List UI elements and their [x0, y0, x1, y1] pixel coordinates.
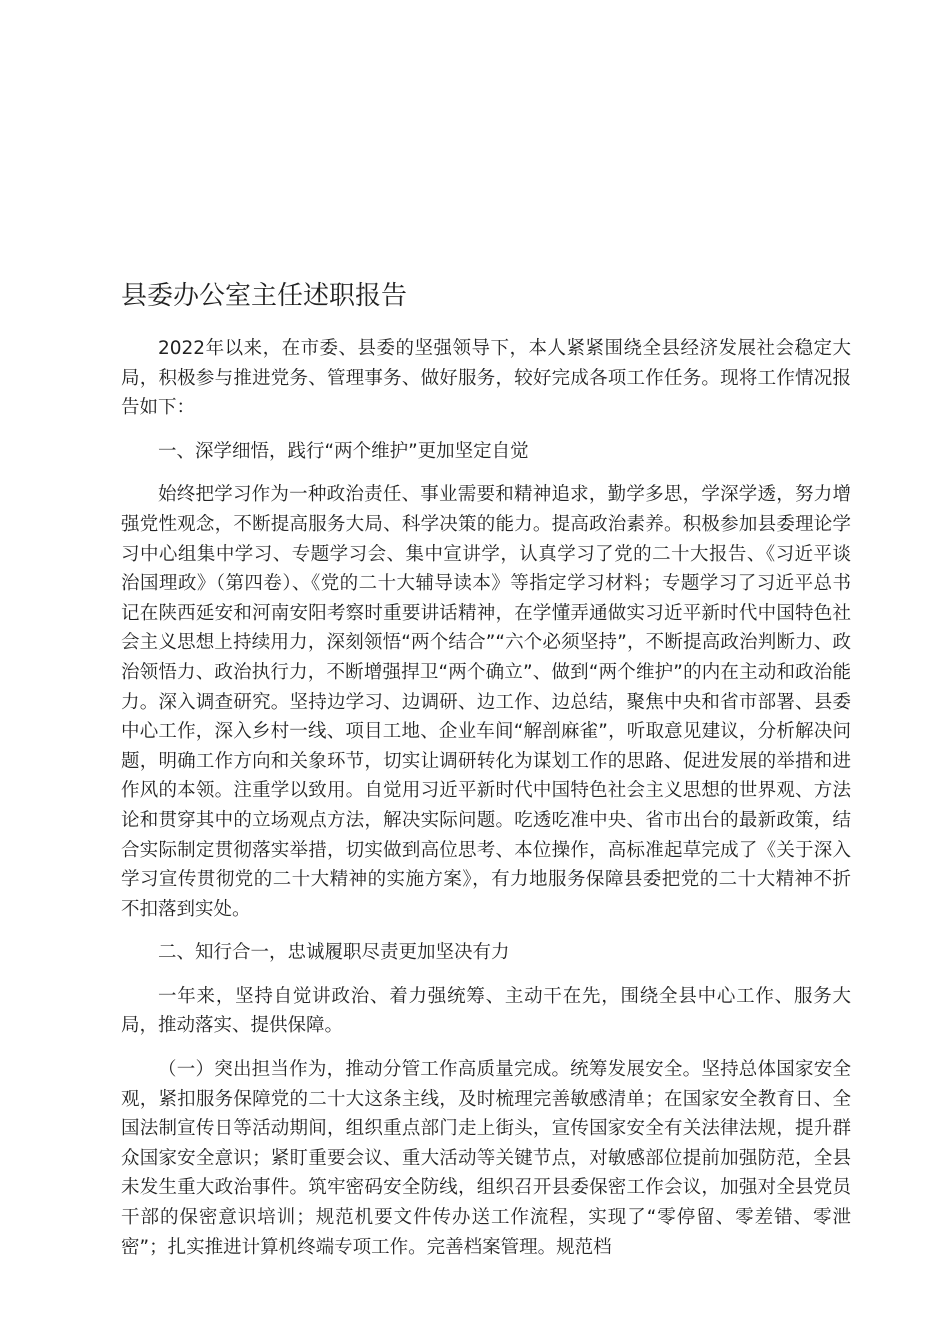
paragraph-study: 始终把学习作为一种政治责任、事业需要和精神追求，勤学多思，学深学透，努力增强党性观念，不断提高服务大局、科学决策的能力。提高政治素养。积极参加县委理论学习中心组集中学习、专题学习会、集中宣讲学，认真学习了党的二十大报告、《习近平谈治国理政》（第四卷）、《党的二十大辅导读本》等指定学习材料；专题学习了习近平总书记在陕西延安和河南安阳考察时重要讲话精神，在学懂弄通做实习近平新时代中国特色社会主义思想上持续用力，深刻领悟“两个结合”“六个必须坚持”，不断提高政治判断力、政治领悟力、政治执行力，不断增强捍卫“两个确立”、做到“两个维护”的内在主动和政治能力。深入调查研究。坚持边学习、边调研、边工作、边总结，聚焦中央和省市部署、县委中心工作，深入乡村一线、项目工地、企业车间“解剖麻雀”，听取意见建议，分析解决问题，明确工作方向和关象环节，切实让调研转化为谋划工作的思路、促进发展的举措和进作风的本领。注重学以致用。自觉用习近平新时代中国特色社会主义思想的世界观、方法论和贯穿其中的立场观点方法，解决实际问题。吃透吃准中央、省市出台的最新政策，结合实际制定贯彻落实举措，切实做到高位思考、本位操作，高标准起草完成了《关于深入学习宣传贯彻党的二十大精神的实施方案》，有力地服务保障县委把党的二十大精神不折不扣落到实处。	[121, 484, 851, 920]
paragraph-intro: 2022年以来，在市委、县委的坚强领导下，本人紧紧围绕全县经济发展社会稳定大局，积极参与推进党务、管理事务、做好服务，较好完成各项工作任务。现将工作情况报告如下：	[121, 338, 851, 419]
section-heading-1: 一、深学细悟，践行“两个维护”更加坚定自觉	[158, 440, 529, 462]
document-title: 县委办公室主任述职报告	[121, 281, 408, 311]
paragraph-responsibility: （一）突出担当作为，推动分管工作高质量完成。统筹发展安全。坚持总体国家安全观，紧扣服务保障党的二十大这条主线，及时梳理完善敏感清单；在国家安全教育日、全国法制宣传日等活动期间，组织重点部门走上街头，宣传国家安全有关法律法规，提升群众国家安全意识；紧盯重要会议、重大活动等关键节点，对敏感部位提前加强防范，全县未发生重大政治事件。筑牢密码安全防线，组织召开县委保密工作会议，加强对全县党员干部的保密意识培训；规范机要文件传办送工作流程，实现了“零停留、零差错、零泄密”；扎实推进计算机终端专项工作。完善档案管理。规范档	[121, 1059, 851, 1258]
document-page	[121, 276, 851, 1276]
section-heading-2: 二、知行合一，忠诚履职尽责更加坚决有力	[158, 942, 510, 964]
paragraph-year-summary: 一年来，坚持自觉讲政治、着力强统筹、主动干在先，围绕全县中心工作、服务大局，推动落实、提供保障。	[121, 985, 851, 1037]
